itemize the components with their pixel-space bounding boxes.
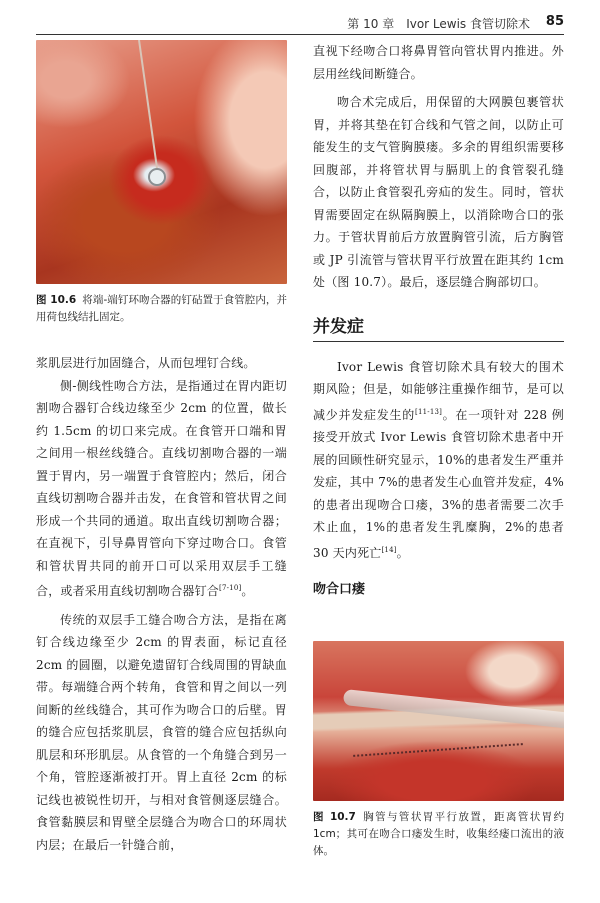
paragraph-text: Ivor Lewis 食管切除术具有较大的围术期风险；但是，如能够注重操作细节，是可以减少并发症发生的 (313, 359, 564, 422)
figure-10-6-photo (36, 40, 287, 284)
chest-tube (343, 689, 564, 729)
paragraph-text: 。 (241, 584, 254, 598)
figure-10-7-photo (313, 641, 564, 801)
figure-10-6-caption (36, 292, 287, 326)
left-column (36, 40, 287, 856)
suture-line (353, 743, 523, 757)
running-header (36, 8, 564, 35)
section-heading (313, 312, 564, 342)
citation: [7-10] (219, 584, 242, 592)
purse-string-suture (138, 40, 158, 169)
paragraph (36, 375, 287, 603)
paragraph (313, 356, 564, 565)
figure-10-7-caption (313, 809, 564, 860)
paragraph: 浆肌层进行加固缝合，从而包埋钉合线。 (36, 356, 256, 370)
citation: [14] (381, 545, 397, 554)
figure-caption-text: 将端-端钉环吻合器的钉砧置于食管腔内，并用荷包线结扎固定。 (36, 294, 287, 323)
figure-label: 图 10.7 (313, 811, 356, 823)
right-column (313, 40, 564, 860)
paragraph-text: 。在一项针对 228 例接受开放式 Ivor Lewis 食管切除术患者中开展的回顾性研究显示，10%的患者发生严重并发症，其中 7%的患者发生心血管并发症，4%的患者出现吻合口瘘，3%的患者需要二次手术止血，1%的患者发生乳糜胸，2%的患者 30 天内死亡 (313, 407, 564, 560)
subsection-title: 吻合口瘘 (313, 582, 366, 597)
paragraph: 直视下经吻合口将鼻胃管向管状胃内推进。外层用丝线间断缝合。 (313, 44, 564, 81)
stapler-anvil (148, 168, 166, 186)
paragraph: 传统的双层手工缝合吻合方法，是指在离钉合线边缘至少 2cm 的胃表面，标记直径 2cm 的圆圈，以避免遗留钉合线周围的胃缺血带。每端缝合两个转角，食管和胃之间以一列间断的丝线缝合，其可作为吻合口的后壁。胃的缝合应包括浆肌层，食管的缝合应包括纵向肌层和环形肌层。从食管的一个角缝合到另一个角，管腔逐渐被打开。胃上直径 2cm 的标记线也被锐性切开，与相对食管侧逐层缝合。食管黏膜层和胃壁全层缝合为吻合口的环周状内层；在最后一针缝合前， (36, 612, 287, 852)
section-title: 并发症 (313, 316, 364, 337)
page-number: 85 (545, 14, 564, 29)
running-title: 第 10 章 Ivor Lewis 食管切除术 (347, 17, 530, 31)
paragraph-text: 侧-侧线性吻合方法，是指通过在胃内距切割吻合器钉合线边缘至少 2cm 的位置，做长约 1.5cm 的切口来完成。在食管开口端和胃之间用一根丝线缝合。直线切割吻合器的一端置于胃内，另一端置于食管腔内；然后，闭合直线切割吻合器并击发，在食管和管状胃之间形成一个共同的通道。取出直线切割吻合器；在直视下，引导鼻胃管向下穿过吻合口。食管和管状胃共同的前开口可以采用双层手工缝合，或者采用直线切割吻合器钉合 (36, 378, 287, 598)
figure-label: 图 10.6 (36, 294, 77, 306)
citation: [11-13] (415, 407, 443, 416)
paragraph: 吻合术完成后，用保留的大网膜包裹管状胃，并将其垫在钉合线和气管之间，以防止可能发生的支气管胸膜瘘。多余的胃组织需要移回腹部，并将管状胃与膈肌上的食管裂孔缝合，以防止食管裂孔旁疝的发生。同时，管状胃需要固定在纵隔胸膜上，以消除吻合口的张力。于管状胃前后方放置胸管引流，后方胸管或 JP 引流管与管状胃平行放置在距其约 1cm 处（图 10.7）。最后，逐层缝合胸部切口。 (313, 95, 564, 289)
paragraph-text: 。 (396, 545, 409, 560)
figure-caption-text: 胸管与管状胃平行放置，距离管状胃约 1cm；其可在吻合口瘘发生时，收集经瘘口流出的液体。 (313, 811, 565, 857)
